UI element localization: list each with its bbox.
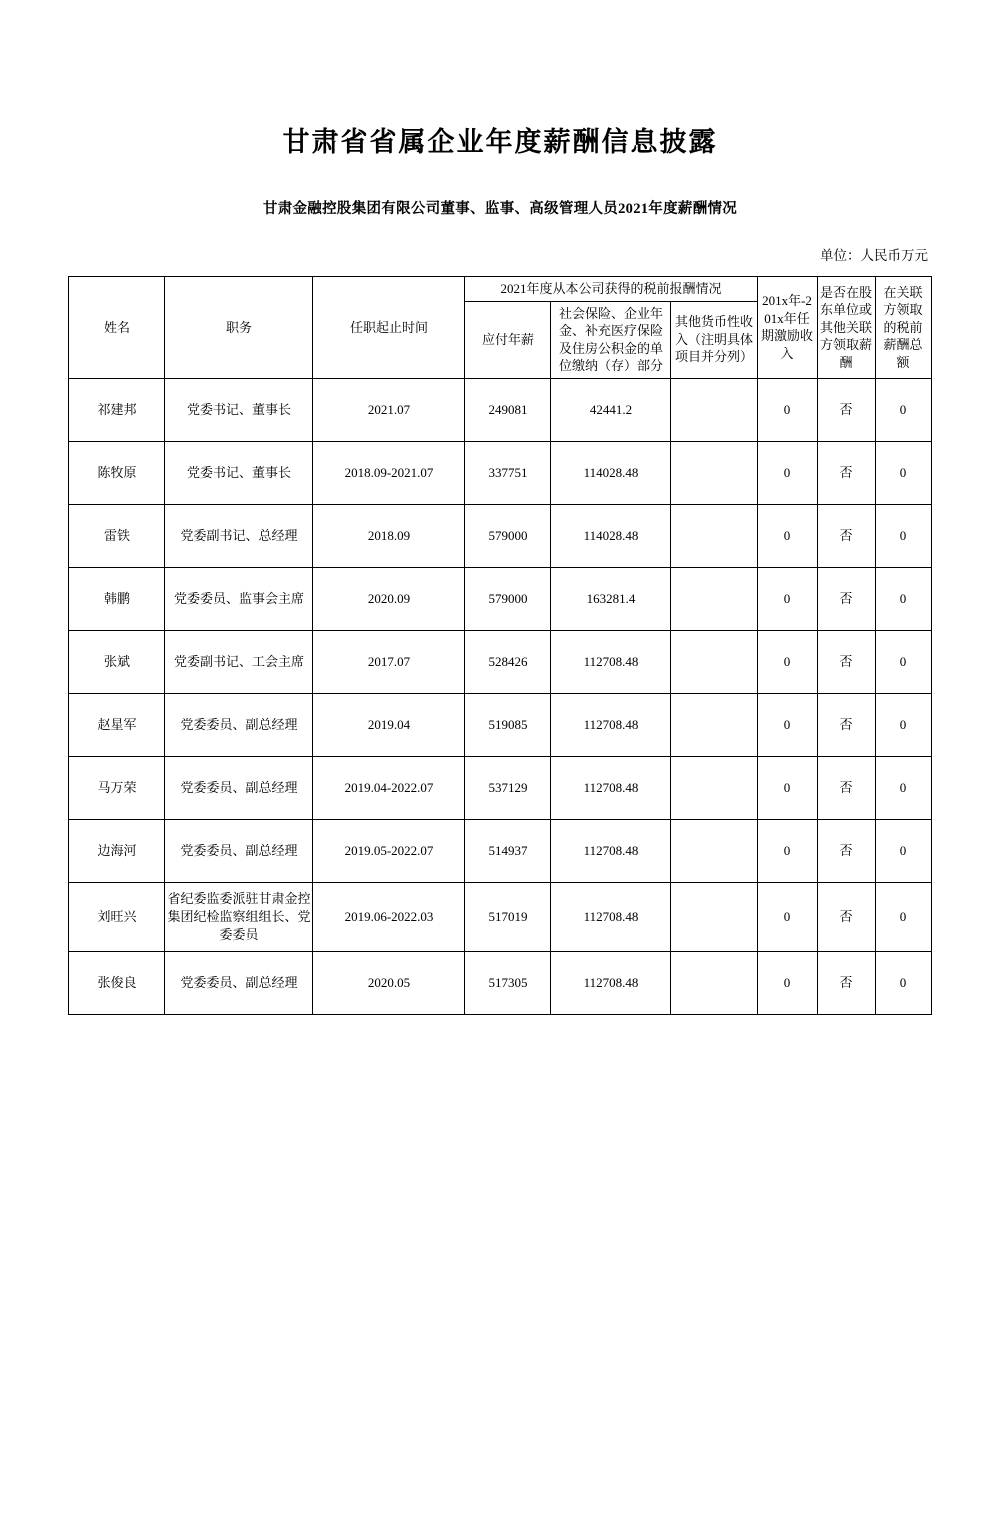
- cell-annual-pay: 517019: [465, 882, 551, 951]
- cell-annual-pay: 519085: [465, 693, 551, 756]
- cell-shareholder-pay: 否: [817, 819, 875, 882]
- header-related-total: 在关联方领取的税前薪酬总额: [875, 277, 931, 379]
- cell-post: 党委委员、副总经理: [165, 819, 313, 882]
- cell-other-income: [671, 567, 757, 630]
- cell-shareholder-pay: 否: [817, 504, 875, 567]
- cell-term: 2018.09-2021.07: [313, 441, 465, 504]
- cell-insurance: 112708.48: [551, 630, 671, 693]
- cell-shareholder-pay: 否: [817, 630, 875, 693]
- unit-note: 单位：人民币万元: [820, 248, 928, 263]
- cell-shareholder-pay: 否: [817, 378, 875, 441]
- cell-related-total: 0: [875, 951, 931, 1014]
- table-row: [69, 378, 931, 441]
- cell-related-total: 0: [875, 693, 931, 756]
- cell-name: 马万荣: [69, 756, 165, 819]
- cell-insurance: 42441.2: [551, 378, 671, 441]
- cell-shareholder-pay: 否: [817, 882, 875, 951]
- cell-name: 陈牧原: [69, 441, 165, 504]
- cell-incentive: 0: [757, 378, 817, 441]
- cell-insurance: 112708.48: [551, 693, 671, 756]
- cell-other-income: [671, 756, 757, 819]
- cell-other-income: [671, 441, 757, 504]
- header-incentive: 201x年-201x年任期激励收入: [757, 277, 817, 379]
- salary-disclosure-table: [68, 276, 931, 1015]
- cell-other-income: [671, 951, 757, 1014]
- cell-other-income: [671, 630, 757, 693]
- cell-related-total: 0: [875, 378, 931, 441]
- cell-other-income: [671, 882, 757, 951]
- cell-incentive: 0: [757, 951, 817, 1014]
- cell-incentive: 0: [757, 756, 817, 819]
- cell-term: 2021.07: [313, 378, 465, 441]
- cell-annual-pay: 249081: [465, 378, 551, 441]
- table-row: [69, 882, 931, 951]
- cell-name: 祁建邦: [69, 378, 165, 441]
- cell-post: 党委书记、董事长: [165, 441, 313, 504]
- page-subtitle: 甘肃金融控股集团有限公司董事、监事、高级管理人员2021年度薪酬情况: [262, 201, 738, 217]
- cell-post: 党委委员、副总经理: [165, 951, 313, 1014]
- header-term: 任职起止时间: [313, 277, 465, 379]
- cell-annual-pay: 579000: [465, 504, 551, 567]
- cell-annual-pay: 528426: [465, 630, 551, 693]
- cell-other-income: [671, 819, 757, 882]
- cell-other-income: [671, 504, 757, 567]
- cell-term: 2020.05: [313, 951, 465, 1014]
- cell-insurance: 114028.48: [551, 441, 671, 504]
- header-name: 姓名: [69, 277, 165, 379]
- cell-term: 2020.09: [313, 567, 465, 630]
- document-page: [0, 120, 1000, 1534]
- cell-insurance: 112708.48: [551, 951, 671, 1014]
- table-row: [69, 756, 931, 819]
- header-insurance: 社会保险、企业年金、补充医疗保险及住房公积金的单位缴纳（存）部分: [551, 301, 671, 378]
- cell-insurance: 112708.48: [551, 756, 671, 819]
- header-shareholder-pay: 是否在股东单位或其他关联方领取薪酬: [817, 277, 875, 379]
- cell-shareholder-pay: 否: [817, 693, 875, 756]
- cell-related-total: 0: [875, 567, 931, 630]
- cell-term: 2017.07: [313, 630, 465, 693]
- cell-name: 张斌: [69, 630, 165, 693]
- cell-name: 雷铁: [69, 504, 165, 567]
- cell-incentive: 0: [757, 441, 817, 504]
- cell-related-total: 0: [875, 819, 931, 882]
- cell-annual-pay: 517305: [465, 951, 551, 1014]
- cell-post: 党委委员、监事会主席: [165, 567, 313, 630]
- cell-term: 2019.04-2022.07: [313, 756, 465, 819]
- table-row: [69, 630, 931, 693]
- table-row: [69, 441, 931, 504]
- cell-other-income: [671, 693, 757, 756]
- cell-annual-pay: 537129: [465, 756, 551, 819]
- table-row: [69, 693, 931, 756]
- header-annual-pay: 应付年薪: [465, 301, 551, 378]
- cell-term: 2019.06-2022.03: [313, 882, 465, 951]
- cell-term: 2019.05-2022.07: [313, 819, 465, 882]
- cell-incentive: 0: [757, 882, 817, 951]
- cell-related-total: 0: [875, 441, 931, 504]
- table-row: [69, 567, 931, 630]
- cell-incentive: 0: [757, 693, 817, 756]
- table-row: [69, 951, 931, 1014]
- cell-name: 刘旺兴: [69, 882, 165, 951]
- cell-insurance: 112708.48: [551, 882, 671, 951]
- header-post: 职务: [165, 277, 313, 379]
- cell-incentive: 0: [757, 819, 817, 882]
- cell-shareholder-pay: 否: [817, 567, 875, 630]
- cell-shareholder-pay: 否: [817, 951, 875, 1014]
- cell-post: 党委委员、副总经理: [165, 756, 313, 819]
- cell-shareholder-pay: 否: [817, 441, 875, 504]
- cell-term: 2018.09: [313, 504, 465, 567]
- cell-incentive: 0: [757, 567, 817, 630]
- cell-related-total: 0: [875, 630, 931, 693]
- cell-related-total: 0: [875, 504, 931, 567]
- cell-post: 党委委员、副总经理: [165, 693, 313, 756]
- cell-incentive: 0: [757, 630, 817, 693]
- cell-insurance: 114028.48: [551, 504, 671, 567]
- cell-other-income: [671, 378, 757, 441]
- header-group-pretax: 2021年度从本公司获得的税前报酬情况: [465, 277, 757, 302]
- cell-insurance: 112708.48: [551, 819, 671, 882]
- cell-post: 省纪委监委派驻甘肃金控集团纪检监察组组长、党委委员: [165, 882, 313, 951]
- header-other-income: 其他货币性收入（注明具体项目并分列）: [671, 301, 757, 378]
- cell-term: 2019.04: [313, 693, 465, 756]
- cell-post: 党委副书记、总经理: [165, 504, 313, 567]
- cell-annual-pay: 337751: [465, 441, 551, 504]
- table-row: [69, 504, 931, 567]
- page-title: 甘肃省省属企业年度薪酬信息披露: [282, 127, 718, 158]
- cell-name: 赵星军: [69, 693, 165, 756]
- table-header-row-1: [69, 277, 931, 302]
- table-row: [69, 819, 931, 882]
- cell-insurance: 163281.4: [551, 567, 671, 630]
- cell-post: 党委副书记、工会主席: [165, 630, 313, 693]
- cell-annual-pay: 514937: [465, 819, 551, 882]
- cell-incentive: 0: [757, 504, 817, 567]
- cell-related-total: 0: [875, 756, 931, 819]
- cell-name: 韩鹏: [69, 567, 165, 630]
- cell-related-total: 0: [875, 882, 931, 951]
- cell-post: 党委书记、董事长: [165, 378, 313, 441]
- cell-annual-pay: 579000: [465, 567, 551, 630]
- cell-name: 张俊良: [69, 951, 165, 1014]
- cell-shareholder-pay: 否: [817, 756, 875, 819]
- cell-name: 边海河: [69, 819, 165, 882]
